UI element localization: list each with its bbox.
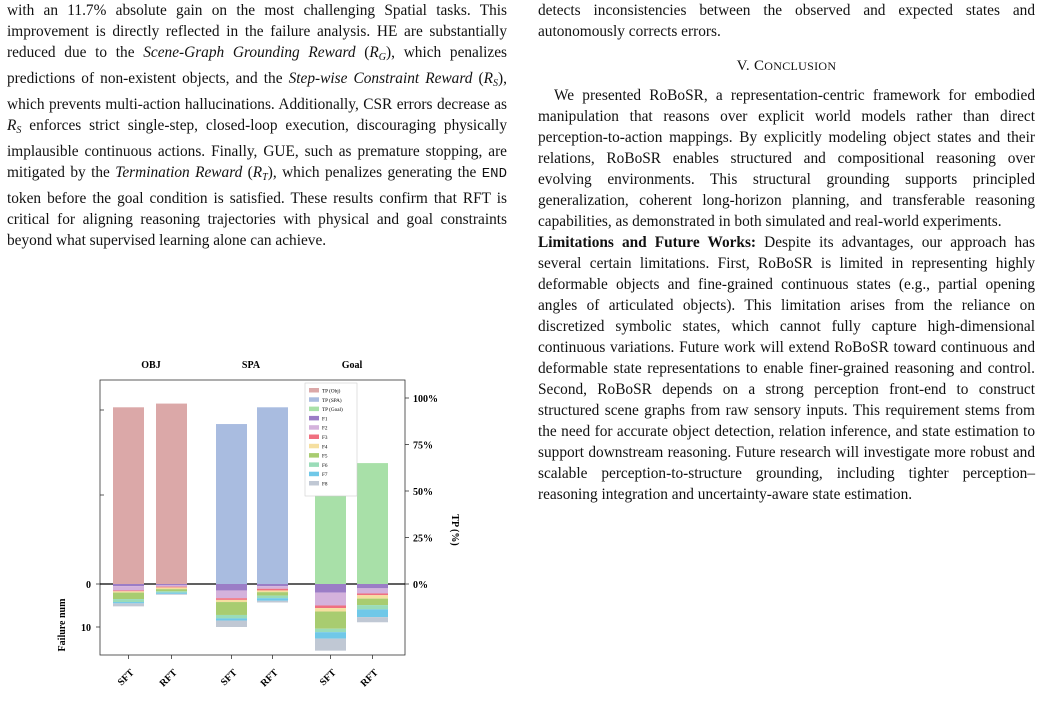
conclusion-paragraph: We presented RoBoSR, a representation-centric framework for embodied manipulation that reasons over explicit world models rather than direct perception-to-action mappings. By explicitly modeling object states and their relations, RoBoSR enables structured and compositional reasoning over evolving environments. This structural grounding supports principled generalization, coherent long-horizon planning, and transferable reasoning capabilities, as demonstrated in both simulated and real-world experiments.	[538, 87, 1035, 230]
legend-label: F8	[322, 481, 328, 488]
legend-swatch	[309, 425, 319, 430]
failure-segment	[257, 592, 288, 595]
legend-label: F2	[322, 425, 328, 432]
failure-segment	[113, 593, 144, 599]
limitations-heading: Limitations and Future Works:	[538, 234, 757, 251]
failure-analysis-figure	[55, 350, 500, 705]
failure-segment	[113, 591, 144, 592]
failure-segment	[315, 608, 346, 611]
legend-label: F3	[322, 435, 328, 441]
tp-bar	[315, 495, 346, 584]
tp-bar	[216, 424, 247, 584]
failure-segment	[257, 584, 288, 586]
failure-axis-label: Failure num	[57, 598, 68, 652]
legend-label: F1	[322, 416, 328, 423]
failure-segment	[315, 606, 346, 609]
failure-segment	[216, 598, 247, 600]
failure-segment	[315, 639, 346, 651]
failure-segment	[113, 584, 144, 586]
legend-label: TP (Obj)	[322, 388, 341, 395]
failure-segment	[257, 596, 288, 599]
failure-segment	[216, 600, 247, 602]
legend-swatch	[309, 435, 319, 440]
failure-segment	[357, 593, 388, 595]
left-column	[7, 0, 507, 251]
failure-segment	[257, 590, 288, 592]
failure-segment	[315, 612, 346, 629]
failure-segment	[357, 588, 388, 593]
legend-swatch	[309, 388, 319, 393]
section-heading-conclusion: V. CONCLUSION	[736, 58, 837, 74]
legend-swatch	[309, 453, 319, 458]
tp-tick-label: 0%	[413, 580, 428, 591]
failure-segment	[357, 584, 388, 588]
legend-label: F6	[322, 462, 328, 469]
limitations-paragraph: Limitations and Future Works: Despite its advantages, our approach has several certain limitations. First, RoBoSR is limited in representing highly deformable objects and fine-grained continuous states (e.g., partial opening angles of articulated objects). This limitation arises from the reliance on discretized symbolic states, which cannot fully capture high-dimensional continuous variations. Future work will extend RoBoSR toward continuous and deformable state representations to enable finer-grained reasoning and control. Second, RoBoSR depends on a strong perception front-end to construct structured scene graphs from raw sensory inputs. This requirement stems from the need for accurate object detection, relation inference, and state estimation to support downstream reasoning. Future research will investigate more robust and scalable perception-to-structure grounding, including tighter perception–reasoning integration and uncertainty-aware state estimation.	[538, 234, 1035, 503]
legend-label: F5	[322, 453, 328, 460]
tp-bar	[156, 404, 187, 584]
failure-segment	[156, 585, 187, 586]
failure-segment	[113, 586, 144, 590]
legend-swatch	[309, 416, 319, 421]
failure-segment	[315, 584, 346, 593]
failure-segment	[216, 602, 247, 615]
tp-tick-label: 25%	[413, 533, 433, 545]
tp-bar	[113, 407, 144, 584]
failure-segment	[156, 587, 187, 589]
legend-swatch	[309, 462, 319, 467]
legend-label: F4	[322, 444, 328, 451]
failure-segment	[156, 593, 187, 594]
legend-swatch	[309, 397, 319, 402]
x-tick-label: RFT	[258, 667, 281, 690]
legend-label: TP (SPA)	[322, 397, 342, 404]
failure-segment	[257, 586, 288, 589]
failure-segment	[156, 591, 187, 592]
tp-tick-label: 100%	[413, 394, 438, 405]
tp-bar	[257, 407, 288, 584]
failure-tick-label: 0	[86, 580, 91, 591]
tp-tick-label: 75%	[413, 440, 433, 452]
group-label: OBJ	[141, 360, 161, 371]
x-tick-label: SFT	[317, 667, 339, 689]
failure-segment	[357, 605, 388, 609]
group-label: Goal	[341, 360, 363, 371]
group-label: SPA	[241, 360, 261, 371]
continued-paragraph: detects inconsistencies between the observed and expected states and autonomously corrects errors.	[538, 2, 1035, 40]
right-column	[538, 0, 1035, 505]
legend-label: F7	[322, 472, 328, 479]
failure-tick-label: 10	[81, 623, 91, 634]
failure-segment	[216, 621, 247, 627]
failure-segment	[156, 587, 187, 588]
failure-segment	[357, 609, 388, 617]
tp-bar	[357, 463, 388, 584]
failure-segment	[357, 617, 388, 622]
failure-segment	[357, 599, 388, 605]
results-paragraph: with an 11.7% absolute gain on the most challenging Spatial tasks. This improvement is directly reflected in the failure analysis. HE are substantially reduced due to the Scene-Graph Grounding Reward $(R_G)$, which penalizes predictions of non-existent objects, and the Step-wise Constraint Reward $(R_S)$, which prevents multi-action hallucinations. Additionally, CSR errors decrease as $R_S$ enforces strict single-step, closed-loop execution, discouraging physically implausible continuous actions. Finally, GUE, such as premature stopping, are mitigated by the Termination Reward $(R_T)$, which penalizes generating the END token before the goal condition is satisfied. These results confirm that RFT is critical for aligning reasoning trajectories with physical and goal constraints beyond what supervised learning alone can achieve.	[7, 2, 507, 249]
legend-swatch	[309, 444, 319, 449]
failure-segment	[156, 589, 187, 591]
failure-segment	[156, 584, 187, 585]
legend-label: TP (Goal)	[322, 407, 343, 414]
failure-segment	[113, 602, 144, 603]
failure-segment	[216, 615, 247, 618]
tp-axis-label: TP (%)	[449, 514, 460, 546]
failure-segment	[113, 599, 144, 602]
x-tick-label: RFT	[157, 667, 180, 690]
legend-swatch	[309, 472, 319, 477]
tp-tick-label: 50%	[413, 487, 433, 498]
failure-segment	[315, 593, 346, 606]
failure-segment	[257, 589, 288, 591]
failure-segment	[257, 601, 288, 603]
failure-segment	[357, 595, 388, 598]
failure-segment	[216, 618, 247, 620]
failure-segment	[315, 629, 346, 632]
failure-segment	[257, 598, 288, 601]
failure-segment	[216, 590, 247, 598]
failure-segment	[156, 594, 187, 595]
failure-segment	[315, 632, 346, 638]
legend-swatch	[309, 481, 319, 486]
x-tick-label: RFT	[358, 667, 381, 690]
failure-segment	[113, 603, 144, 606]
legend-swatch	[309, 407, 319, 412]
x-tick-label: SFT	[218, 667, 240, 689]
failure-chart	[55, 350, 500, 705]
x-tick-label: SFT	[115, 667, 137, 689]
failure-segment	[216, 584, 247, 590]
failure-segment	[113, 590, 144, 591]
